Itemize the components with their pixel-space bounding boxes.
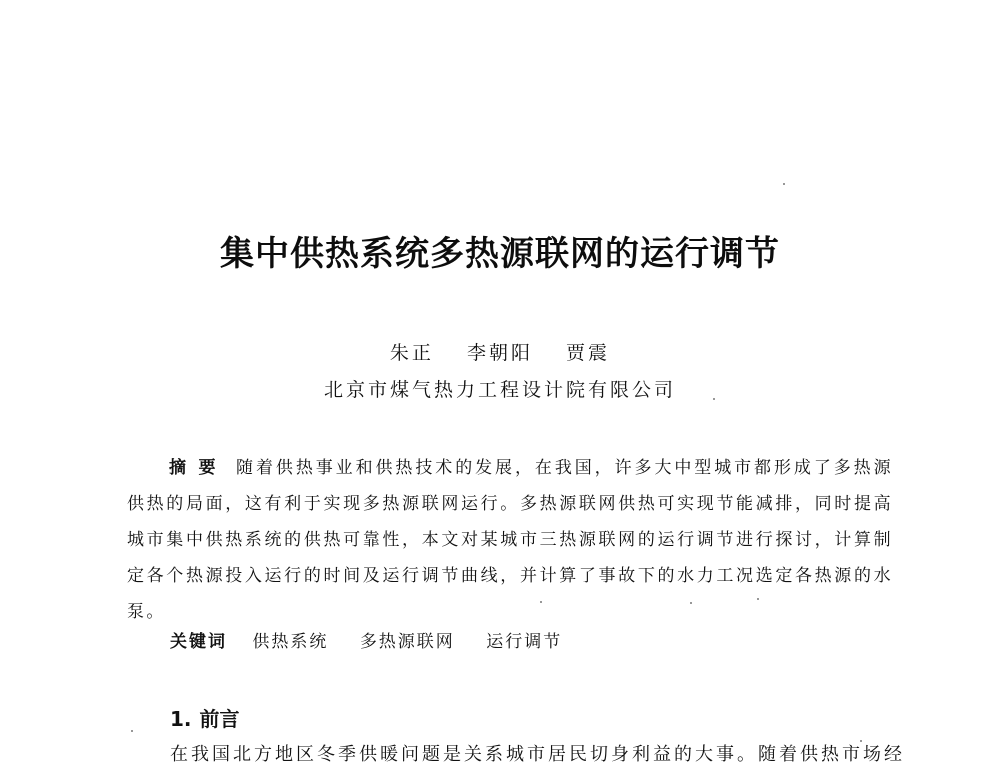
body-paragraph-line: 在我国北方地区冬季供暖问题是关系城市居民切身利益的大事。随着供热市场经 [170, 744, 905, 765]
section-title: 前言 [199, 707, 240, 731]
paper-title: 集中供热系统多热源联网的运行调节 [220, 234, 780, 274]
author-list [0, 338, 1000, 365]
keyword-item: 供热系统 [252, 632, 329, 652]
abstract-block [127, 450, 893, 630]
scan-speck [783, 183, 785, 185]
abstract-text: 随着供热事业和供热技术的发展，在我国，许多大中型城市都形成了多热源供热的局面，这有利于实现多热源联网运行。多热源联网供热可实现节能减排，同时提高城市集中供热系统的供热可靠性，本文对某城市三热源联网的运行调节进行探讨，计算制定各个热源投入运行的时间及运行调节曲线，并计算了事故下的水力工况选定各热源的水泵。 [127, 458, 893, 622]
author-name: 贾震 [566, 342, 611, 364]
scan-speck [713, 398, 715, 400]
scan-speck [540, 601, 542, 603]
keyword-item: 多热源联网 [359, 632, 455, 652]
scan-speck [757, 598, 759, 600]
keywords-label: 关键词 [170, 632, 227, 652]
keyword-item: 运行调节 [486, 632, 563, 652]
section-number: 1. [170, 707, 192, 731]
keywords-line [170, 627, 586, 652]
author-name: 朱正 [389, 342, 434, 364]
scan-speck [131, 730, 133, 732]
scan-speck [860, 740, 862, 742]
author-affiliation: 北京市煤气热力工程设计院有限公司 [323, 379, 676, 401]
section-heading [170, 703, 240, 732]
abstract-label: 摘要 [169, 458, 229, 478]
scan-speck [690, 602, 692, 604]
author-name: 李朝阳 [466, 342, 533, 364]
